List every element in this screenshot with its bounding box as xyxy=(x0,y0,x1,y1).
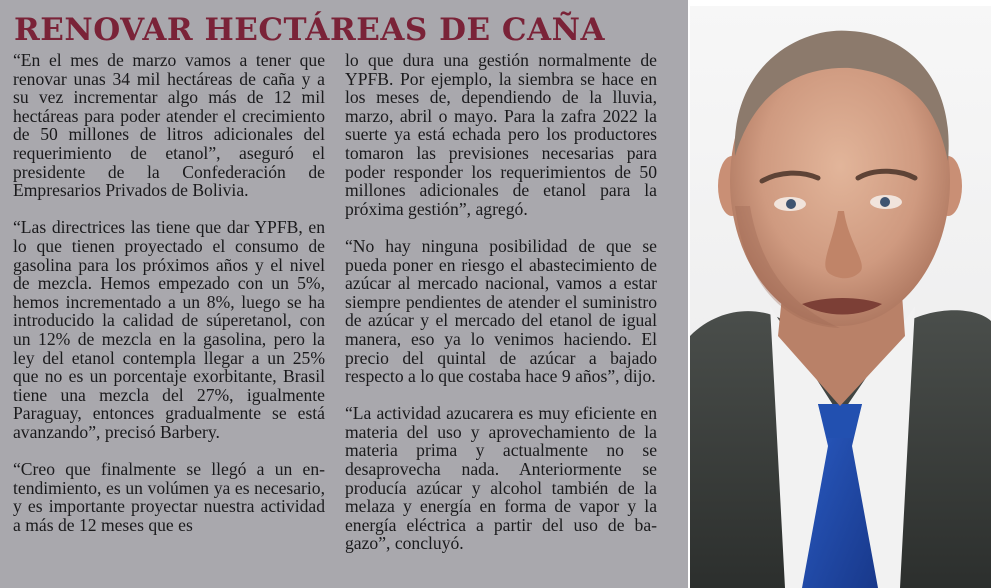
left-text-column xyxy=(13,51,325,534)
portrait-illustration xyxy=(690,6,991,588)
paragraph: “La actividad azucarera es muy eficiente en materia del uso y aprovechamiento de la materia prima y actualmente no se desaprovecha nada. Anteriormente se producía azúcar y alcohol también de la melaza y energía en forma de vapor y la energía eléctrica a partir del uso de bagazo”, concluyó. xyxy=(345,403,657,554)
paragraph: “Creo que finalmente se llegó a un entendimiento, es un volúmen ya es necesario, y es importante proyectar nuestra actividad a más de 12 meses que es xyxy=(13,459,325,535)
paragraph: “Las directrices las tiene que dar YPFB, en lo que tienen proyectado el consumo de gasolina para los próximos años y el nivel de mezcla. Hemos empezado con un 5%, hemos incrementado a un 8%, luego se ha introducido la calidad de súperetanol, con un 12% de mezcla en la gasolina, pero la ley del etanol contempla llegar a un 25% que no es un porcentaje exorbitante, Brasil tiene una mezcla del 27%, igualmente Paraguay, entonces gradualmente se está avanzando”, precisó Barbery. xyxy=(13,217,325,442)
portrait-photo xyxy=(690,6,991,588)
right-text-column xyxy=(345,51,657,553)
paragraph: lo que dura una gestión normalmente de YPFB. Por ejemplo, la siembra se hace en los meses de, dependiendo de la lluvia, marzo, abril o mayo. Para la zafra 2022 la suerte ya está echada pero los productores tomaron las previsiones necesarias para poder responder los requerimientos de 50 millones adicionales de etanol para la próxima gestión”, agregó. xyxy=(345,50,657,219)
paragraph: “No hay ninguna posibilidad de que se pueda poner en riesgo el abastecimiento de azúcar al mercado nacional, vamos a estar siempre pendientes de atender el suministro de azúcar y el mercado del etanol de igual manera, eso ya lo venimos haciendo. El precio del quintal de azúcar a bajado respecto a lo que costaba hace 9 años”, dijo. xyxy=(345,235,657,387)
paragraph: “En el mes de marzo vamos a tener que renovar unas 34 mil hectáreas de caña y a su vez incrementar algo más de 12 mil hectáreas para poder atender el crecimiento de 50 millones de litros adicionales del requerimiento de etanol”, aseguró el presidente de la Confederación de Empresarios Privados de Bolivia. xyxy=(13,50,325,201)
article-headline: RENOVAR HECTÁREAS DE CAÑA xyxy=(14,12,605,48)
